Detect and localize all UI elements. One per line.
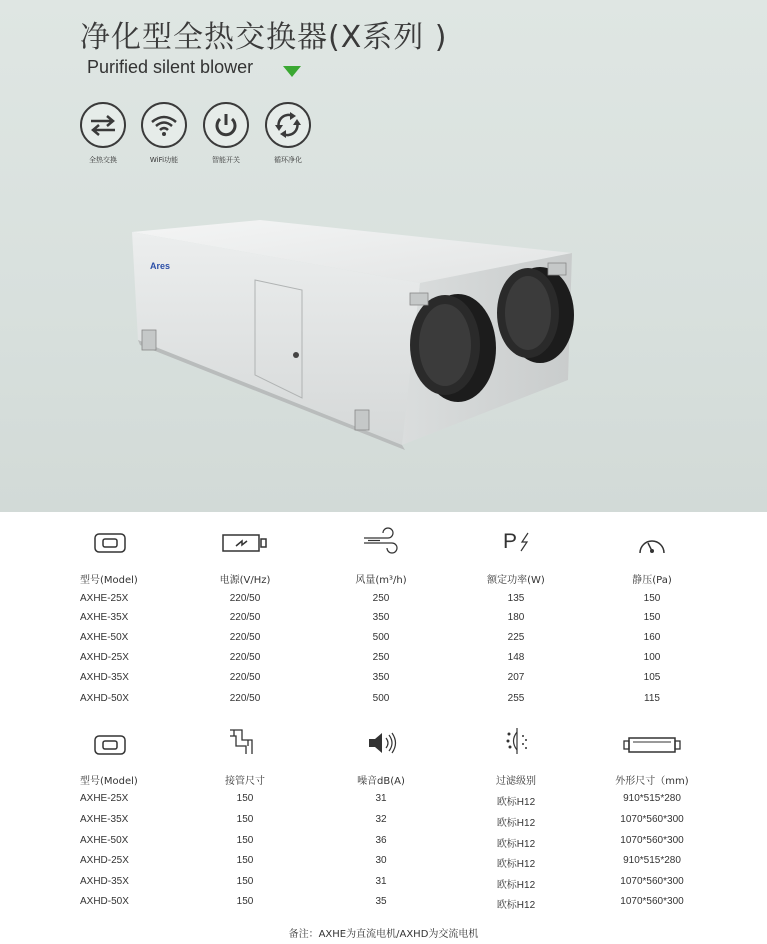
table-cell: AXHE-50X — [80, 632, 129, 643]
table-cell: 35 — [375, 896, 387, 907]
brand-logo: Ares — [150, 261, 171, 271]
table-cell: AXHE-25X — [80, 593, 129, 604]
power-supply-icon — [220, 528, 270, 558]
table-cell: 150 — [643, 612, 661, 623]
feature-label: WiFi功能 — [149, 156, 179, 164]
table-cell: 500 — [372, 632, 390, 643]
table-cell: 36 — [375, 835, 387, 846]
table-cell: 31 — [375, 876, 387, 887]
table-cell: 欧标H12 — [496, 900, 536, 911]
table-cell: 1070*560*300 — [620, 896, 684, 907]
svg-text:P: P — [503, 530, 518, 553]
down-triangle-icon — [283, 66, 301, 77]
table-cell: 115 — [644, 693, 660, 704]
footnote: 备注：AXHE为直流电机/AXHD为交流电机 — [288, 929, 479, 940]
column-header: 风量(m³/h) — [355, 575, 407, 586]
table-cell: 150 — [236, 835, 254, 846]
power-icon — [203, 102, 249, 148]
table-cell: 220/50 — [229, 693, 261, 704]
feature-label: 全热交换 — [89, 156, 117, 164]
table-cell: 207 — [507, 672, 525, 683]
column-header: 型号(Model) — [80, 575, 138, 586]
table-cell: 350 — [372, 672, 390, 683]
table-cell: AXHD-50X — [80, 896, 129, 907]
product-image — [120, 205, 590, 460]
duct-icon — [226, 726, 266, 756]
airflow-icon — [360, 526, 404, 556]
table-cell: 135 — [507, 593, 525, 604]
page-title: 净化型全热交换器(X系列 ) — [80, 20, 448, 55]
table-cell: 180 — [507, 612, 525, 623]
speaker-icon — [365, 728, 401, 758]
table-cell: 100 — [643, 652, 661, 663]
feature-cycle-purify — [256, 102, 320, 165]
table-cell: 30 — [375, 855, 387, 866]
table-cell: 150 — [236, 876, 254, 887]
table-cell: 255 — [507, 693, 525, 704]
table-cell: 220/50 — [229, 612, 261, 623]
table-cell: AXHE-35X — [80, 612, 129, 623]
table-cell: 220/50 — [229, 672, 261, 683]
model-icon — [91, 528, 129, 558]
spec-table-2 — [0, 712, 767, 922]
table-cell: AXHD-35X — [80, 672, 129, 683]
feature-wifi — [132, 102, 196, 165]
feature-smart-switch — [194, 102, 258, 165]
column-header: 接管尺寸 — [225, 776, 265, 787]
table-cell: 150 — [236, 793, 254, 804]
column-header: 电源(V/Hz) — [219, 575, 271, 586]
table-cell: AXHD-50X — [80, 693, 129, 704]
table-cell: 350 — [372, 612, 390, 623]
table-cell: 220/50 — [229, 632, 261, 643]
wifi-icon — [141, 102, 187, 148]
table-cell: 31 — [375, 793, 387, 804]
feature-total-exchange — [71, 102, 135, 165]
table-cell: 150 — [236, 896, 254, 907]
column-header: 静压(Pa) — [632, 575, 672, 586]
table-cell: AXHD-25X — [80, 652, 129, 663]
column-header: 外形尺寸（mm) — [615, 776, 689, 787]
spec-table-1 — [0, 512, 767, 712]
table-cell: 欧标H12 — [496, 839, 536, 850]
table-cell: 220/50 — [229, 652, 261, 663]
column-header: 过滤级别 — [496, 776, 536, 787]
table-cell: 500 — [372, 693, 390, 704]
table-cell: 250 — [372, 652, 390, 663]
table-cell: 欧标H12 — [496, 880, 536, 891]
static-pressure-icon — [635, 530, 669, 560]
table-cell: 148 — [507, 652, 525, 663]
column-header: 噪音dB(A) — [357, 776, 405, 787]
table-cell: 欧标H12 — [496, 797, 536, 808]
column-header: 型号(Model) — [80, 776, 138, 787]
table-cell: AXHD-25X — [80, 855, 129, 866]
table-cell: AXHE-25X — [80, 793, 129, 804]
table-cell: 1070*560*300 — [620, 835, 684, 846]
cycle-icon — [265, 102, 311, 148]
table-cell: 225 — [507, 632, 525, 643]
dimension-icon — [622, 730, 682, 760]
exchange-arrows-icon — [80, 102, 126, 148]
table-cell: 160 — [643, 632, 661, 643]
rated-power-icon — [498, 526, 538, 556]
table-cell: 910*515*280 — [623, 855, 681, 866]
table-cell: AXHE-35X — [80, 814, 129, 825]
page-subtitle: Purified silent blower — [87, 57, 254, 77]
table-cell: 32 — [375, 814, 387, 825]
table-cell: 250 — [372, 593, 390, 604]
table-cell: 910*515*280 — [623, 793, 681, 804]
table-cell: 1070*560*300 — [620, 814, 684, 825]
table-cell: 1070*560*300 — [620, 876, 684, 887]
table-cell: 150 — [236, 855, 254, 866]
filter-icon — [500, 726, 534, 756]
feature-label: 智能开关 — [212, 156, 240, 164]
table-cell: 欧标H12 — [496, 859, 536, 870]
model-icon — [91, 730, 129, 760]
table-cell: AXHE-50X — [80, 835, 129, 846]
table-cell: 欧标H12 — [496, 818, 536, 829]
table-cell: 220/50 — [229, 593, 261, 604]
column-header: 额定功率(W) — [487, 575, 545, 586]
feature-label: 循环净化 — [274, 156, 302, 164]
table-cell: 105 — [643, 672, 661, 683]
table-cell: 150 — [236, 814, 254, 825]
table-cell: 150 — [643, 593, 661, 604]
table-cell: AXHD-35X — [80, 876, 129, 887]
